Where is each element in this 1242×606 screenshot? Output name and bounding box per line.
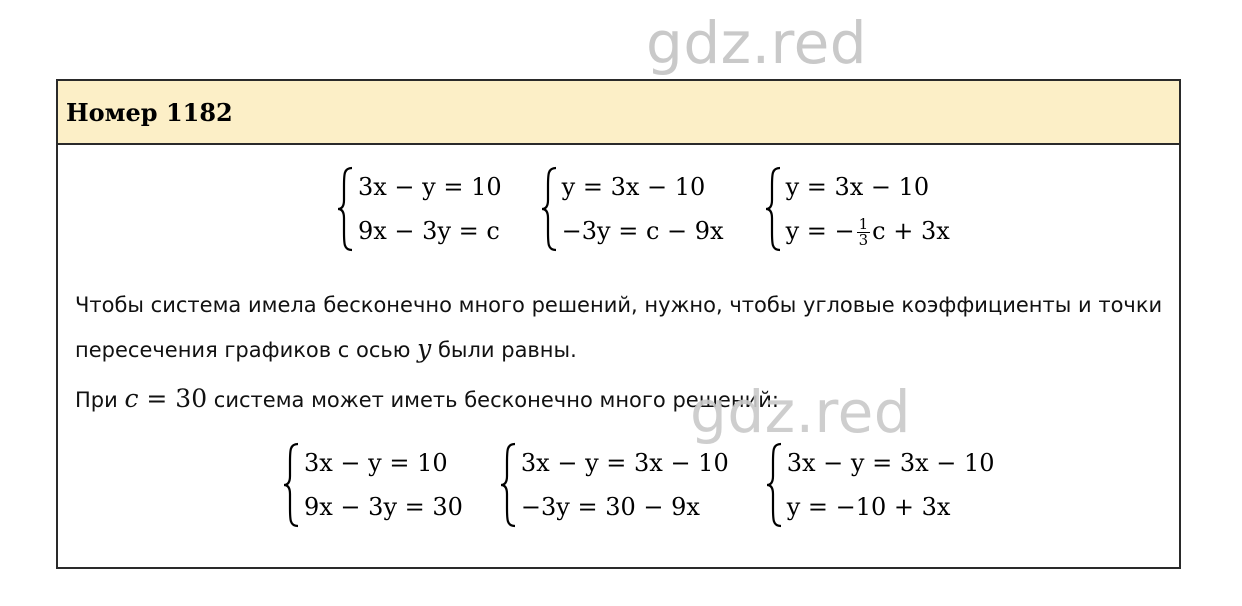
text-part: система может иметь бесконечно много решений: <box>207 388 779 412</box>
card-header <box>58 81 1179 145</box>
paragraph-line <box>75 327 1175 372</box>
equation: 9x − 3y = c <box>358 217 500 245</box>
equation: 3x − y = 3x − 10 <box>786 449 995 477</box>
solution-card <box>56 79 1181 569</box>
equation: y = −10 + 3x <box>786 493 951 521</box>
equation-part: c + 3x <box>872 217 950 245</box>
system-top-2 <box>540 164 724 254</box>
condition-paragraph <box>75 379 1175 420</box>
math-number: = 30 <box>138 384 208 413</box>
explanation-paragraph <box>75 283 1175 372</box>
fraction-numerator: 1 <box>858 215 869 233</box>
brace-icon <box>336 164 356 254</box>
equation-part: y = − <box>785 217 855 245</box>
text-part: пересечения графиков с осью <box>75 338 418 362</box>
brace-icon <box>282 440 302 530</box>
equation: −3y = 30 − 9x <box>520 493 700 521</box>
system-bottom-2 <box>499 440 729 530</box>
brace-icon <box>499 440 519 530</box>
watermark-middle: gdz.red <box>690 378 912 446</box>
equation: 3x − y = 3x − 10 <box>520 449 729 477</box>
page-title: Номер 1182 <box>66 97 233 127</box>
text-part: были равны. <box>431 338 577 362</box>
systems-row-bottom <box>282 440 995 530</box>
brace-icon <box>765 440 785 530</box>
equation: 3x − y = 10 <box>304 449 448 477</box>
fraction <box>857 217 871 248</box>
system-top-3 <box>764 164 950 254</box>
systems-row-top <box>336 164 950 254</box>
math-variable: y <box>417 334 432 363</box>
system-bottom-3 <box>765 440 995 530</box>
system-bottom-1 <box>282 440 463 530</box>
fraction-denominator: 3 <box>858 231 869 249</box>
equation: −3y = c − 9x <box>561 217 724 245</box>
watermark-top: gdz.red <box>646 9 868 77</box>
equation <box>786 211 950 251</box>
equation: y = 3x − 10 <box>785 173 930 201</box>
equation: 3x − y = 10 <box>358 173 502 201</box>
math-variable: c <box>124 384 139 413</box>
text-part: При <box>75 388 125 412</box>
brace-icon <box>764 164 784 254</box>
system-top-1 <box>336 164 502 254</box>
brace-icon <box>540 164 560 254</box>
equation: 9x − 3y = 30 <box>304 493 463 521</box>
equation: y = 3x − 10 <box>561 173 706 201</box>
paragraph-line: Чтобы система имела бесконечно много решений, нужно, чтобы угловые коэффициенты и точки <box>75 293 1163 317</box>
